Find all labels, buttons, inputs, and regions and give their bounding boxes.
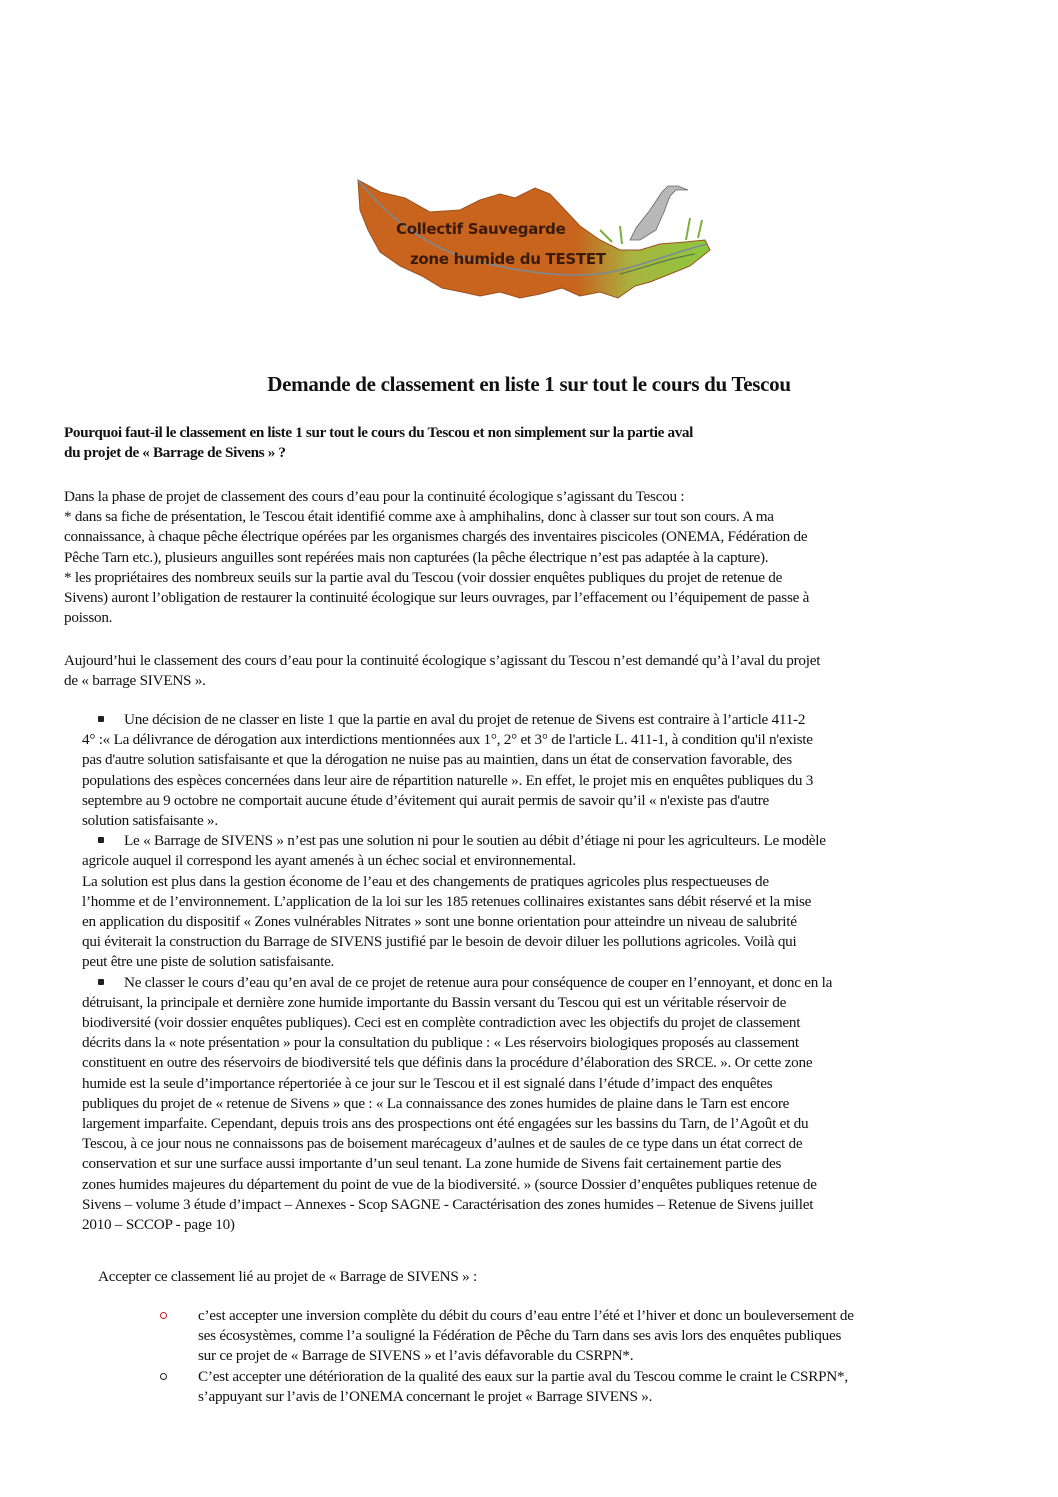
accept-intro: Accepter ce classement lié au projet de « Barrage de SIVENS » : bbox=[98, 1268, 477, 1285]
text-line: 4° :« La délivrance de dérogation aux interdictions mentionnées aux 1°, 2° et 3° de l'article L. 411-1, à condition qu'il n'existe bbox=[82, 731, 813, 749]
text-line: qui éviterait la construction du Barrage de SIVENS justifié par le besoin de devoir diluer les pollutions agricoles. Voilà qui bbox=[82, 933, 797, 951]
text-line: l’homme et de l’environnement. L’application de la loi sur les 185 retenues collinaires existantes sans débit réservé et la mise bbox=[82, 892, 812, 910]
argument-list bbox=[82, 710, 1002, 1235]
text-line: largement imparfaite. Cependant, depuis trois ans des prospections ont été engagées sur les bassins du Tarn, de l’Agoût et du bbox=[82, 1115, 809, 1133]
paragraph-current-status bbox=[64, 651, 994, 691]
circle-bullet-icon bbox=[160, 1312, 167, 1319]
text-line: pas d'autre solution satisfaisante et que la dérogation ne nuise pas au maintien, dans un état de conservation favorable, des bbox=[82, 751, 792, 769]
text-line: Aujourd’hui le classement des cours d’eau pour la continuité écologique s’agissant du Tescou n’est demandé qu’à l’aval du projet bbox=[64, 652, 821, 669]
text-line: agricole auquel il correspond les ayant amenés à un échec social et environnemental. bbox=[82, 852, 576, 870]
text-line: 2010 – SCCOP - page 10) bbox=[82, 1216, 235, 1234]
text-line: zones humides majeures du département du point de vue de la biodiversité. » (source Dossier d’enquêtes publiques retenue de bbox=[82, 1175, 817, 1193]
bullet-icon bbox=[98, 837, 104, 843]
text-line: humide est la seule d’importance répertoriée à ce jour sur le Tescou et il est signalé dans l’étude d’impact des enquêtes bbox=[82, 1074, 773, 1092]
text-line: publiques du projet de « retenue de Sivens » que : « La connaissance des zones humides de plaine dans le Tarn est encore bbox=[82, 1094, 790, 1112]
text-line: * dans sa fiche de présentation, le Tescou était identifié comme axe à amphihalins, donc à classer sur tout son cours. A ma bbox=[64, 508, 774, 526]
lead-question bbox=[64, 423, 964, 463]
logo-text-line1: Collectif Sauvegarde bbox=[396, 220, 566, 238]
consequence-list bbox=[160, 1306, 1020, 1407]
text-line: La solution est plus dans la gestion économe de l’eau et des changements de pratiques agricoles plus respectueuses de bbox=[82, 872, 769, 890]
text-line: C’est accepter une détérioration de la qualité des eaux sur la partie aval du Tescou comme le craint le CSRPN*, bbox=[198, 1367, 848, 1385]
text-line: Dans la phase de projet de classement des cours d’eau pour la continuité écologique s’agissant du Tescou : bbox=[64, 488, 685, 505]
collectif-logo bbox=[350, 170, 720, 320]
text-line: ses écosystèmes, comme l’a souligné la Fédération de Pêche du Tarn dans ses avis lors des enquêtes publiques bbox=[198, 1327, 842, 1345]
text-line: Sivens) auront l’obligation de restaurer la continuité écologique sur leurs ouvrages, par l’effacement ou l’équipement de passe à bbox=[64, 589, 810, 607]
argument-item bbox=[82, 973, 1002, 1236]
text-line: Une décision de ne classer en liste 1 que la partie en aval du projet de retenue de Sivens est contraire à l’article 411-2 bbox=[124, 711, 806, 728]
bullet-icon bbox=[98, 716, 104, 722]
consequence-item bbox=[160, 1367, 1020, 1407]
logo-text-line2: zone humide du TESTET bbox=[410, 250, 606, 268]
lead-line: du projet de « Barrage de Sivens » ? bbox=[64, 444, 286, 461]
text-line: peut être une piste de solution satisfaisante. bbox=[82, 953, 335, 971]
text-line: conservation et sur une surface aussi importante d’un seul tenant. La zone humide de Sivens fait certainement partie des bbox=[82, 1155, 782, 1173]
text-line: biodiversité (voir dossier enquêtes publiques). Ceci est en complète contradiction avec les objectifs du projet de classement bbox=[82, 1014, 801, 1032]
text-line: en application du dispositif « Zones vulnérables Nitrates » sont une bonne orientation pour atteindre un niveau de salubrité bbox=[82, 913, 797, 931]
text-line: septembre au 9 octobre ne comportait aucune étude d’évitement qui aurait permis de savoir qu’il « n'existe pas d'autre bbox=[82, 791, 770, 809]
text-line: sur ce projet de « Barrage de SIVENS » et l’avis défavorable du CSRPN*. bbox=[198, 1347, 634, 1365]
text-line: c’est accepter une inversion complète du débit du cours d’eau entre l’été et l’hiver et donc un bouleversement de bbox=[198, 1307, 854, 1324]
text-line: * les propriétaires des nombreux seuils sur la partie aval du Tescou (voir dossier enquêtes publiques du projet de retenue de bbox=[64, 568, 783, 586]
document-title: Demande de classement en liste 1 sur tout le cours du Tescou bbox=[267, 372, 791, 396]
text-line: décrits dans la « note présentation » pour la consultation du publique : « Les réservoirs biologiques proposés au classement bbox=[82, 1034, 799, 1052]
text-line: solution satisfaisante ». bbox=[82, 812, 218, 830]
argument-item bbox=[82, 831, 1002, 972]
paragraph-context bbox=[64, 487, 994, 628]
lead-line: Pourquoi faut-il le classement en liste 1 sur tout le cours du Tescou et non simplement sur la partie aval bbox=[64, 424, 694, 441]
text-line: constituent en outre des réservoirs de biodiversité tels que définis dans la procédure d’élaboration des SRCE. ». Or cette zone bbox=[82, 1054, 813, 1072]
tescou-basin-map-icon bbox=[350, 170, 720, 320]
text-line: populations des espèces concernées dans leur aire de répartition naturelle ». En effet, le projet mis en enquêtes publiques du 3 bbox=[82, 771, 814, 789]
text-line: de « barrage SIVENS ». bbox=[64, 672, 206, 690]
text-line: détruisant, la principale et dernière zone humide importante du Bassin versant du Tescou qui est un véritable réservoir de bbox=[82, 993, 787, 1011]
text-line: connaissance, à chaque pêche électrique opérées par les organismes chargés des inventaires piscicoles (ONEMA, Fédération de bbox=[64, 528, 808, 546]
bullet-icon bbox=[98, 979, 104, 985]
argument-item bbox=[82, 710, 1002, 831]
text-line: poisson. bbox=[64, 609, 113, 627]
text-line: Ne classer le cours d’eau qu’en aval de ce projet de retenue aura pour conséquence de couper en l’ennoyant, et donc en la bbox=[124, 973, 833, 991]
circle-bullet-icon bbox=[160, 1373, 167, 1380]
text-line: Sivens – volume 3 étude d’impact – Annexes - Scop SAGNE - Caractérisation des zones humides – Retenue de Sivens juillet bbox=[82, 1195, 814, 1213]
text-line: Le « Barrage de SIVENS » n’est pas une solution ni pour le soutien au débit d’étiage ni pour les agriculteurs. Le modèle bbox=[124, 832, 826, 850]
consequence-item bbox=[160, 1306, 1020, 1367]
text-line: Pêche Tarn etc.), plusieurs anguilles sont repérées mais non capturées (la pêche électrique n’est pas adaptée à la capture). bbox=[64, 548, 769, 566]
text-line: s’appuyant sur l’avis de l’ONEMA concernant le projet « Barrage SIVENS ». bbox=[198, 1387, 653, 1405]
text-line: Tescou, à ce jour nous ne connaissons pas de boisement marécageux d’aulnes et de saules de ce type dans un état correct de bbox=[82, 1135, 803, 1153]
